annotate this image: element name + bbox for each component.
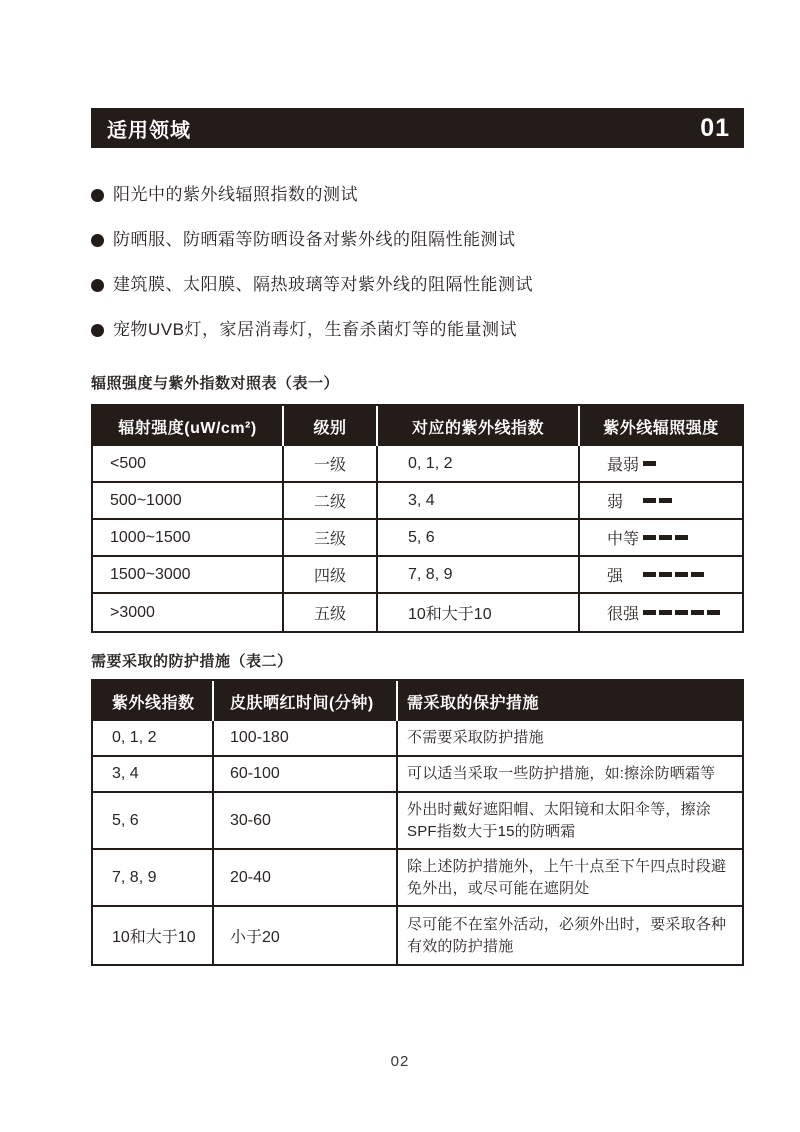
protection-cell: 外出时戴好遮阳帽、太阳镜和太阳伞等，擦涂SPF指数大于15的防晒霜 [398, 793, 742, 850]
intensity-cell: 1000~1500 [93, 520, 284, 557]
bullet-icon [91, 234, 104, 247]
strength-bar [675, 572, 688, 577]
uv-index-cell: 10和大于10 [93, 907, 214, 964]
strength-label: 强 [607, 568, 624, 585]
level-cell: 二级 [284, 483, 378, 520]
strength-bar [659, 572, 672, 577]
uv-index-cell: 7, 8, 9 [93, 850, 214, 907]
list-item [91, 183, 744, 207]
table2-title: 需要采取的防护措施（表二） [91, 653, 293, 670]
uv-index-cell: 3, 4 [93, 757, 214, 793]
table-row [93, 594, 742, 631]
strength-bars [643, 610, 723, 615]
uv-index-cell: 5, 6 [378, 520, 580, 557]
list-item-text: 宠物UVB灯，家居消毒灯，生畜杀菌灯等的能量测试 [113, 320, 517, 339]
section-header-bar [91, 108, 744, 148]
list-item-text: 阳光中的紫外线辐照指数的测试 [113, 185, 358, 204]
redden-time-cell: 30-60 [214, 793, 398, 850]
bullet-icon [91, 189, 104, 202]
strength-bar [643, 498, 656, 503]
column-header: 紫外线辐照强度 [580, 406, 742, 446]
strength-bars [643, 461, 659, 466]
strength-bar [675, 535, 688, 540]
level-cell: 五级 [284, 594, 378, 631]
uv-index-cell: 5, 6 [93, 793, 214, 850]
column-header: 对应的紫外线指数 [378, 406, 580, 446]
column-header: 皮肤晒红时间(分钟) [214, 681, 398, 721]
uv-index-cell: 3, 4 [378, 483, 580, 520]
application-list [91, 183, 744, 342]
list-item-text: 防晒服、防晒霜等防晒设备对紫外线的阻隔性能测试 [113, 230, 516, 249]
bullet-icon [91, 324, 104, 337]
column-header: 级别 [284, 406, 378, 446]
table1-title: 辐照强度与紫外指数对照表（表一） [91, 375, 340, 392]
strength-bar [643, 535, 656, 540]
list-item-text: 建筑膜、太阳膜、隔热玻璃等对紫外线的阻隔性能测试 [113, 275, 533, 294]
table-row [93, 483, 742, 520]
redden-time-cell: 60-100 [214, 757, 398, 793]
redden-time-cell: 100-180 [214, 721, 398, 757]
strength-bar [643, 610, 656, 615]
strength-label: 弱 [607, 494, 624, 511]
column-header: 需采取的保护措施 [398, 681, 742, 721]
redden-time-cell: 小于20 [214, 907, 398, 964]
uv-intensity-table [91, 404, 744, 633]
strength-label: 最弱 [607, 457, 640, 474]
uv-index-cell: 7, 8, 9 [378, 557, 580, 594]
protection-cell: 不需要采取防护措施 [398, 721, 742, 757]
table-row [93, 557, 742, 594]
list-item [91, 228, 744, 252]
table-header-row [93, 681, 742, 721]
column-header: 紫外线指数 [93, 681, 214, 721]
table-row [93, 907, 742, 964]
page-content [91, 0, 744, 966]
level-cell: 四级 [284, 557, 378, 594]
intensity-cell: >3000 [93, 594, 284, 631]
table-row [93, 721, 742, 757]
list-item [91, 318, 744, 342]
strength-label: 中等 [607, 531, 640, 548]
table-row [93, 446, 742, 483]
strength-bar [643, 461, 656, 466]
section-number: 01 [700, 113, 730, 142]
table-row [93, 757, 742, 793]
strength-bars [643, 572, 707, 577]
intensity-cell: <500 [93, 446, 284, 483]
level-cell: 三级 [284, 520, 378, 557]
uv-index-cell: 0, 1, 2 [93, 721, 214, 757]
level-cell: 一级 [284, 446, 378, 483]
protection-cell: 尽可能不在室外活动，必须外出时，要采取各种有效的防护措施 [398, 907, 742, 964]
bullet-icon [91, 279, 104, 292]
strength-bar [659, 498, 672, 503]
strength-bar [691, 610, 704, 615]
strength-bar [707, 610, 720, 615]
strength-bars [643, 535, 691, 540]
table-row [93, 850, 742, 907]
protection-table [91, 679, 744, 966]
strength-bar [691, 572, 704, 577]
protection-cell: 可以适当采取一些防护措施，如:擦涂防晒霜等 [398, 757, 742, 793]
redden-time-cell: 20-40 [214, 850, 398, 907]
column-header: 辐射强度(uW/cm²) [93, 406, 284, 446]
strength-cell [580, 557, 742, 594]
strength-bar [659, 535, 672, 540]
table-row [93, 793, 742, 850]
strength-bar [659, 610, 672, 615]
uv-index-cell: 10和大于10 [378, 594, 580, 631]
intensity-cell: 1500~3000 [93, 557, 284, 594]
table-row [93, 520, 742, 557]
uv-index-cell: 0, 1, 2 [378, 446, 580, 483]
table-header-row [93, 406, 742, 446]
protection-cell: 除上述防护措施外，上午十点至下午四点时段避免外出，或尽可能在遮阴处 [398, 850, 742, 907]
strength-bars [643, 498, 675, 503]
strength-cell [580, 483, 742, 520]
strength-cell [580, 520, 742, 557]
strength-cell [580, 446, 742, 483]
list-item [91, 273, 744, 297]
section-title: 适用领域 [107, 119, 191, 142]
intensity-cell: 500~1000 [93, 483, 284, 520]
strength-bar [643, 572, 656, 577]
strength-cell [580, 594, 742, 631]
strength-bar [675, 610, 688, 615]
page-number: 02 [390, 1053, 410, 1070]
strength-label: 很强 [607, 606, 640, 623]
